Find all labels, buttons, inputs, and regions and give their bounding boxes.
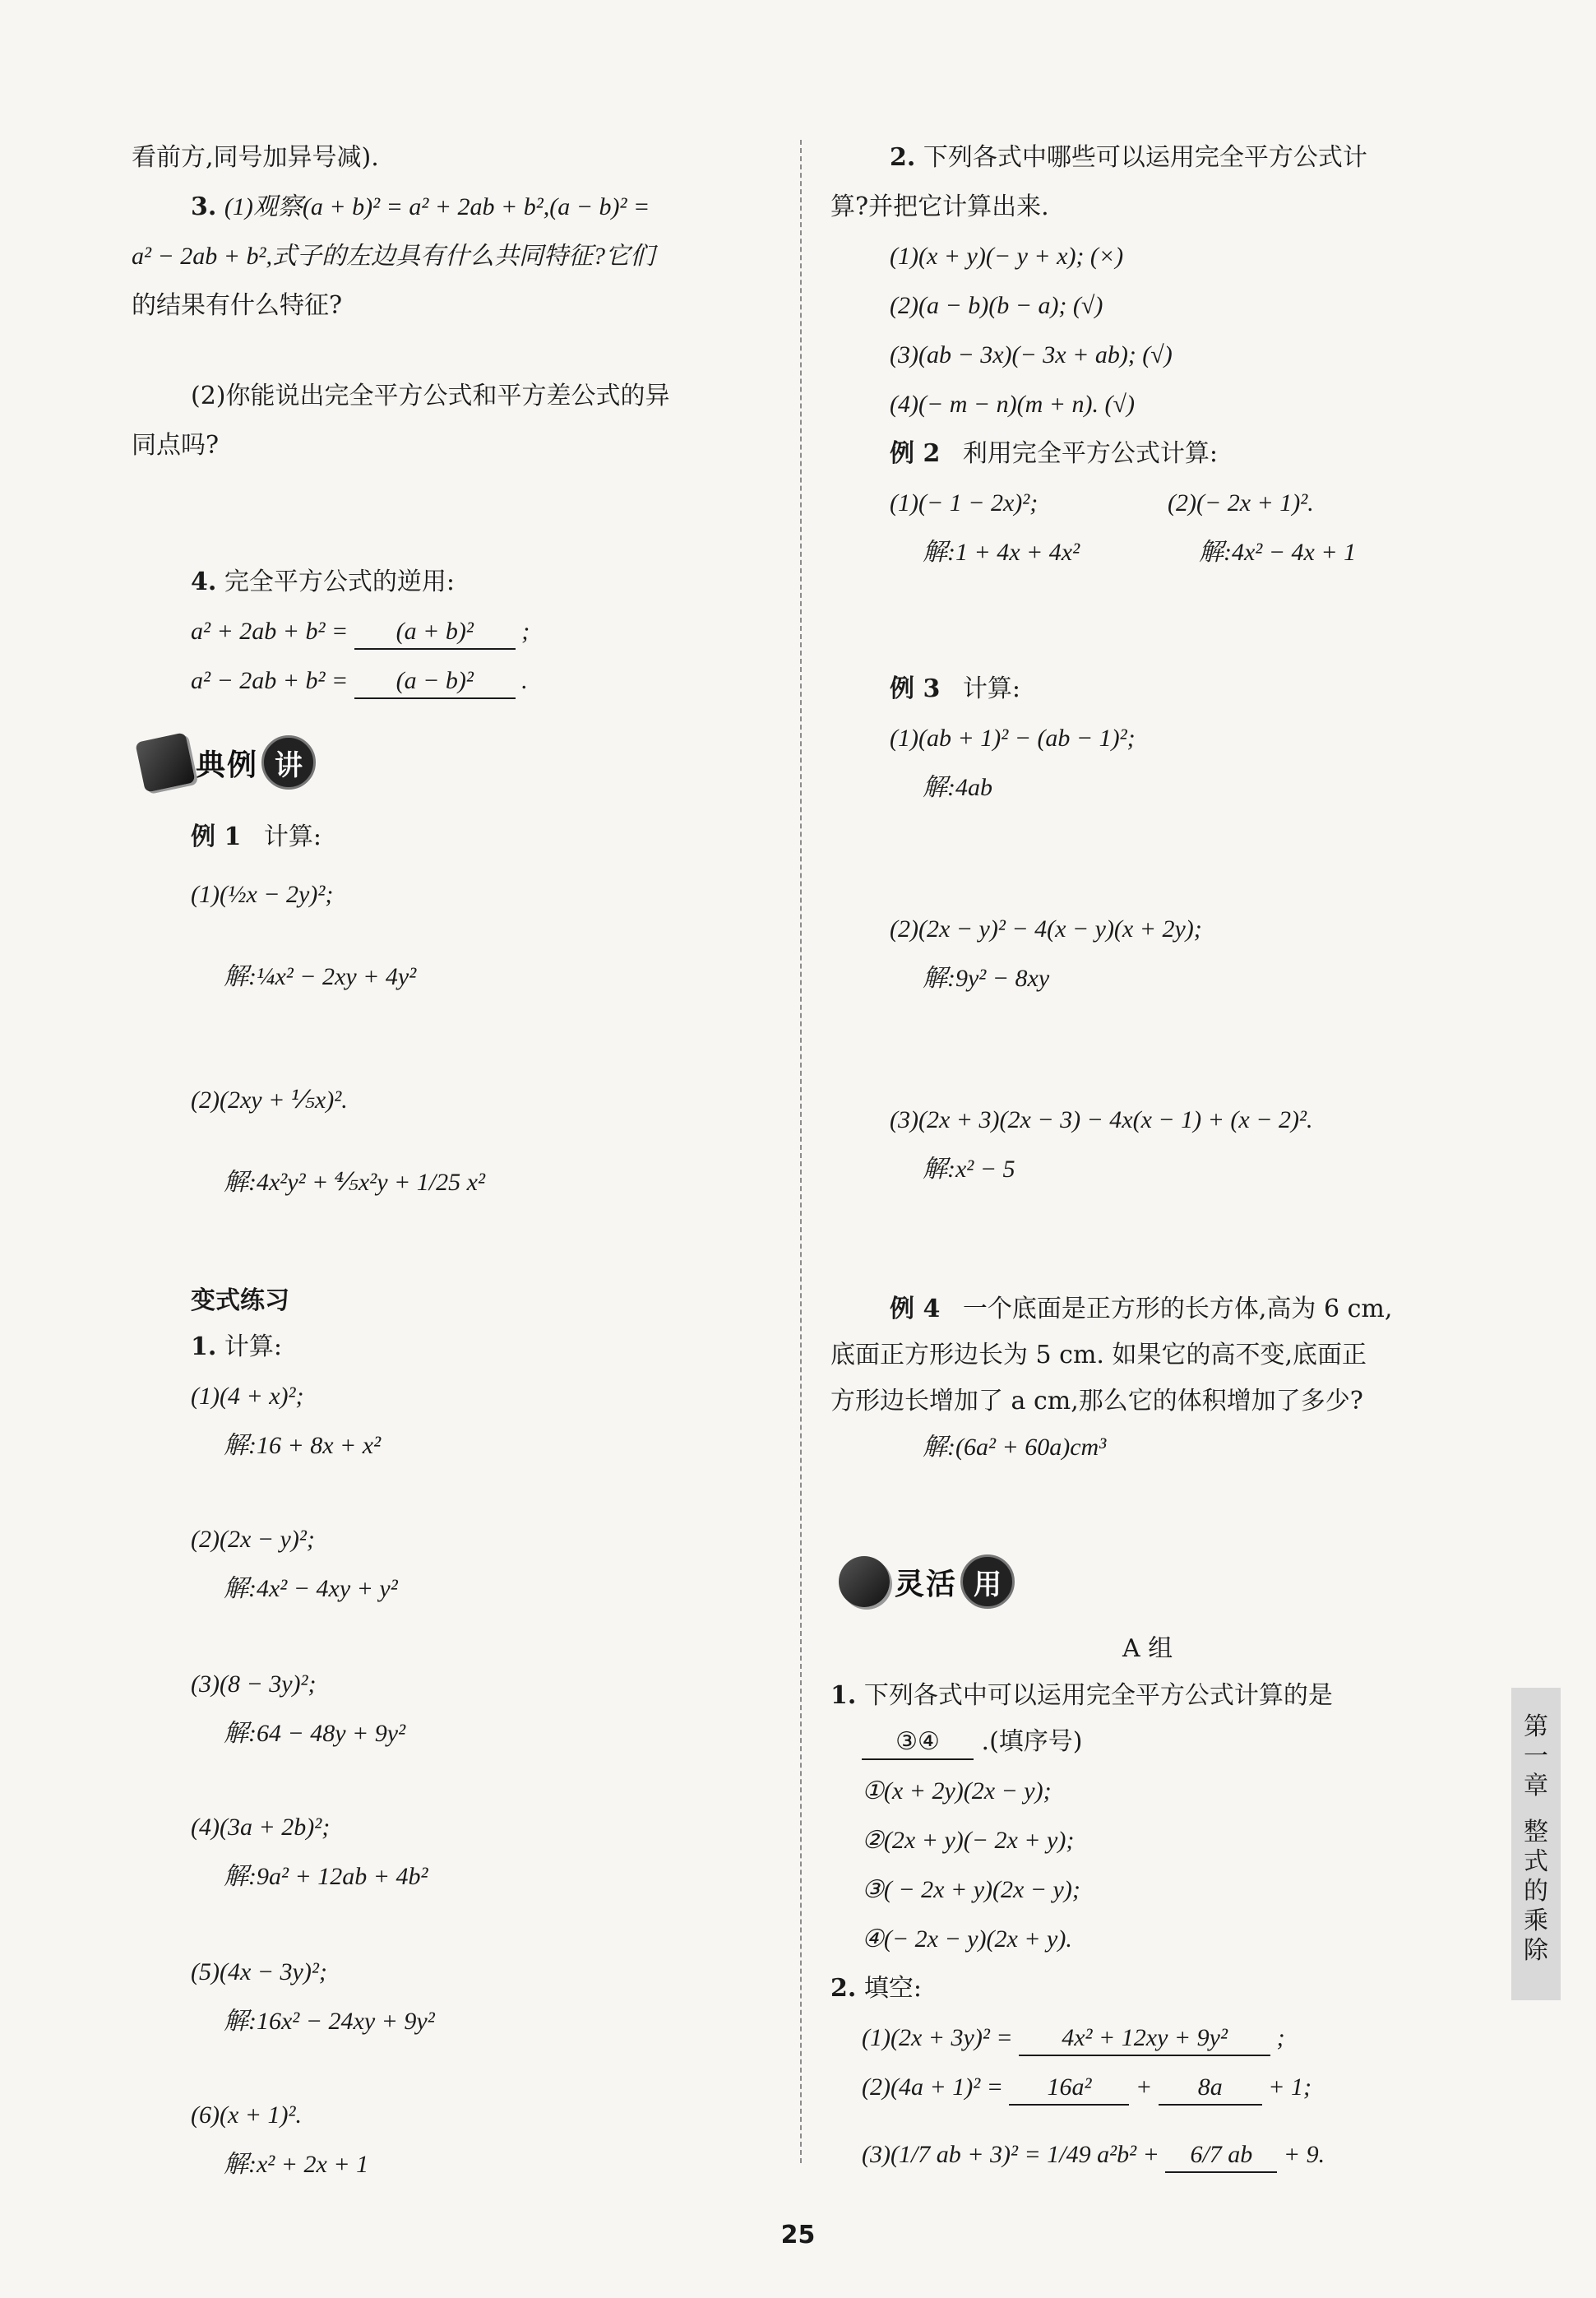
example-3: 例 3 计算: (890, 674, 1020, 703)
answer-blank: 6/7 ab (1165, 2138, 1277, 2173)
exercise-line: (3)(2x + 3)(2x − 3) − 4x(x − 1) + (x − 2)². (890, 1106, 1313, 1133)
text-line: 底面正方形边长为 5 cm. 如果它的高不变,底面正 (830, 1341, 1367, 1369)
text-line: (2)你能说出完全平方公式和平方差公式的异 (191, 382, 670, 410)
variant-practice-title: 变式练习 (191, 1286, 289, 1315)
example-1: 例 1 计算: (191, 822, 322, 851)
fill-line: (3)(1/7 ab + 3)² = 1/49 a²b² + 6/7 ab + 9. (862, 2138, 1325, 2173)
solution-line: 解:x² − 5 (923, 1156, 1015, 1183)
exercise-line: (2)(2x − y)²; (191, 1526, 315, 1553)
cube-icon (135, 732, 196, 793)
checkmark-figure-icon (839, 1556, 890, 1607)
option-line: ①(x + 2y)(2x − y); (862, 1777, 1052, 1805)
exercise-line: (3)(ab − 3x)(− 3x + ab); (√) (890, 341, 1173, 368)
exercise-line: (1)(½x − 2y)²; (191, 881, 334, 908)
answer-blank: 16a² (1009, 2071, 1129, 2106)
fill-line: (2)(4a + 1)² = 16a² + 8a + 1; (862, 2071, 1311, 2106)
text-line: ③④ .(填序号) (862, 1726, 1083, 1760)
solution-line: 解:9a² + 12ab + 4b² (224, 1863, 428, 1890)
text-line: 同点吗? (132, 431, 220, 460)
exercise-line: (2)(− 2x + 1)². (1168, 489, 1314, 517)
variant-1: 1. 计算: (191, 1332, 282, 1361)
solution-line: 解:64 − 48y + 9y² (224, 1720, 406, 1747)
exercise-line: (2)(2x − y)² − 4(x − y)(x + 2y); (890, 915, 1202, 943)
exercise-line: (1)(4 + x)²; (191, 1383, 304, 1410)
exercise-line: (1)(ab + 1)² − (ab − 1)²; (890, 725, 1136, 752)
exercise-line: (1)(− 1 − 2x)²; (890, 489, 1039, 517)
solution-line: 解:4x²y² + ⅘x²y + 1/25 x² (224, 1169, 485, 1196)
apply-question-1: 1. 下列各式中可以运用完全平方公式计算的是 (830, 1681, 1333, 1710)
column-divider (800, 140, 802, 2163)
option-line: ④(− 2x − y)(2x + y). (862, 1925, 1072, 1953)
formula-line: a² − 2ab + b² = (a − b)² . (191, 665, 528, 699)
text-line: 方形边长增加了 a cm,那么它的体积增加了多少? (830, 1387, 1363, 1415)
exercise-line: (6)(x + 1)². (191, 2101, 303, 2129)
solution-line: 解:16x² − 24xy + 9y² (224, 2008, 435, 2035)
exercise-line: (1)(x + y)(− y + x); (×) (890, 243, 1124, 270)
exercise-line: (2)(a − b)(b − a); (√) (890, 292, 1103, 319)
solution-line: 解:1 + 4x + 4x² (923, 539, 1080, 566)
exercise-line: (4)(3a + 2b)²; (191, 1814, 331, 1841)
solution-line: 解:9y² − 8xy (923, 965, 1050, 992)
answer-blank: ③④ (862, 1726, 974, 1760)
text-line: 的结果有什么特征? (132, 291, 343, 320)
apply-question-2: 2. 填空: (830, 1974, 922, 2003)
section-banner-apply: 灵活 用 (839, 1553, 1015, 1610)
section-banner-examples: 典例 讲 (140, 734, 316, 791)
solution-line: 解:16 + 8x + x² (224, 1432, 382, 1459)
answer-blank: (a + b)² (354, 615, 516, 650)
option-line: ②(2x + y)(− 2x + y); (862, 1827, 1075, 1854)
page-number: 25 (780, 2221, 816, 2249)
formula-line: a² + 2ab + b² = (a + b)² ; (191, 615, 530, 650)
answer-blank: 4x² + 12xy + 9y² (1019, 2022, 1270, 2056)
text-line: a² − 2ab + b²,式子的左边具有什么共同特征?它们 (132, 243, 655, 270)
exercise-line: (2)(2xy + ⅕x)². (191, 1086, 348, 1114)
example-2: 例 2 利用完全平方公式计算: (890, 439, 1218, 468)
example-4: 例 4 一个底面是正方形的长方体,高为 6 cm, (890, 1295, 1393, 1323)
fill-line: (1)(2x + 3y)² = 4x² + 12xy + 9y² ; (862, 2022, 1285, 2056)
solution-line: 解:¼x² − 2xy + 4y² (224, 963, 417, 990)
chapter-side-tab: 第 一 章 整 式 的 乘 除 (1511, 1688, 1561, 2000)
question-3: 3. (1)观察(a + b)² = a² + 2ab + b²,(a − b)² = (191, 192, 650, 221)
option-line: ③( − 2x + y)(2x − y); (862, 1876, 1080, 1903)
exercise-line: (5)(4x − 3y)²; (191, 1958, 327, 1985)
answer-blank: 8a (1159, 2071, 1262, 2106)
question-4: 4. 完全平方公式的逆用: (191, 568, 455, 596)
solution-line: 解:4ab (923, 774, 992, 801)
text-line: 看前方,同号加异号减). (132, 143, 379, 172)
solution-line: 解:x² + 2x + 1 (224, 2151, 369, 2178)
solution-line: 解:4x² − 4x + 1 (1199, 539, 1357, 566)
exercise-line: (3)(8 − 3y)²; (191, 1670, 317, 1698)
solution-line: 解:(6a² + 60a)cm³ (923, 1434, 1107, 1461)
group-label: A 组 (1122, 1634, 1173, 1663)
question-2: 2. 下列各式中哪些可以运用完全平方公式计 (890, 143, 1367, 172)
answer-blank: (a − b)² (354, 665, 516, 699)
solution-line: 解:4x² − 4xy + y² (224, 1575, 398, 1602)
exercise-line: (4)(− m − n)(m + n). (√) (890, 391, 1135, 418)
text-line: 算?并把它计算出来. (830, 192, 1049, 221)
